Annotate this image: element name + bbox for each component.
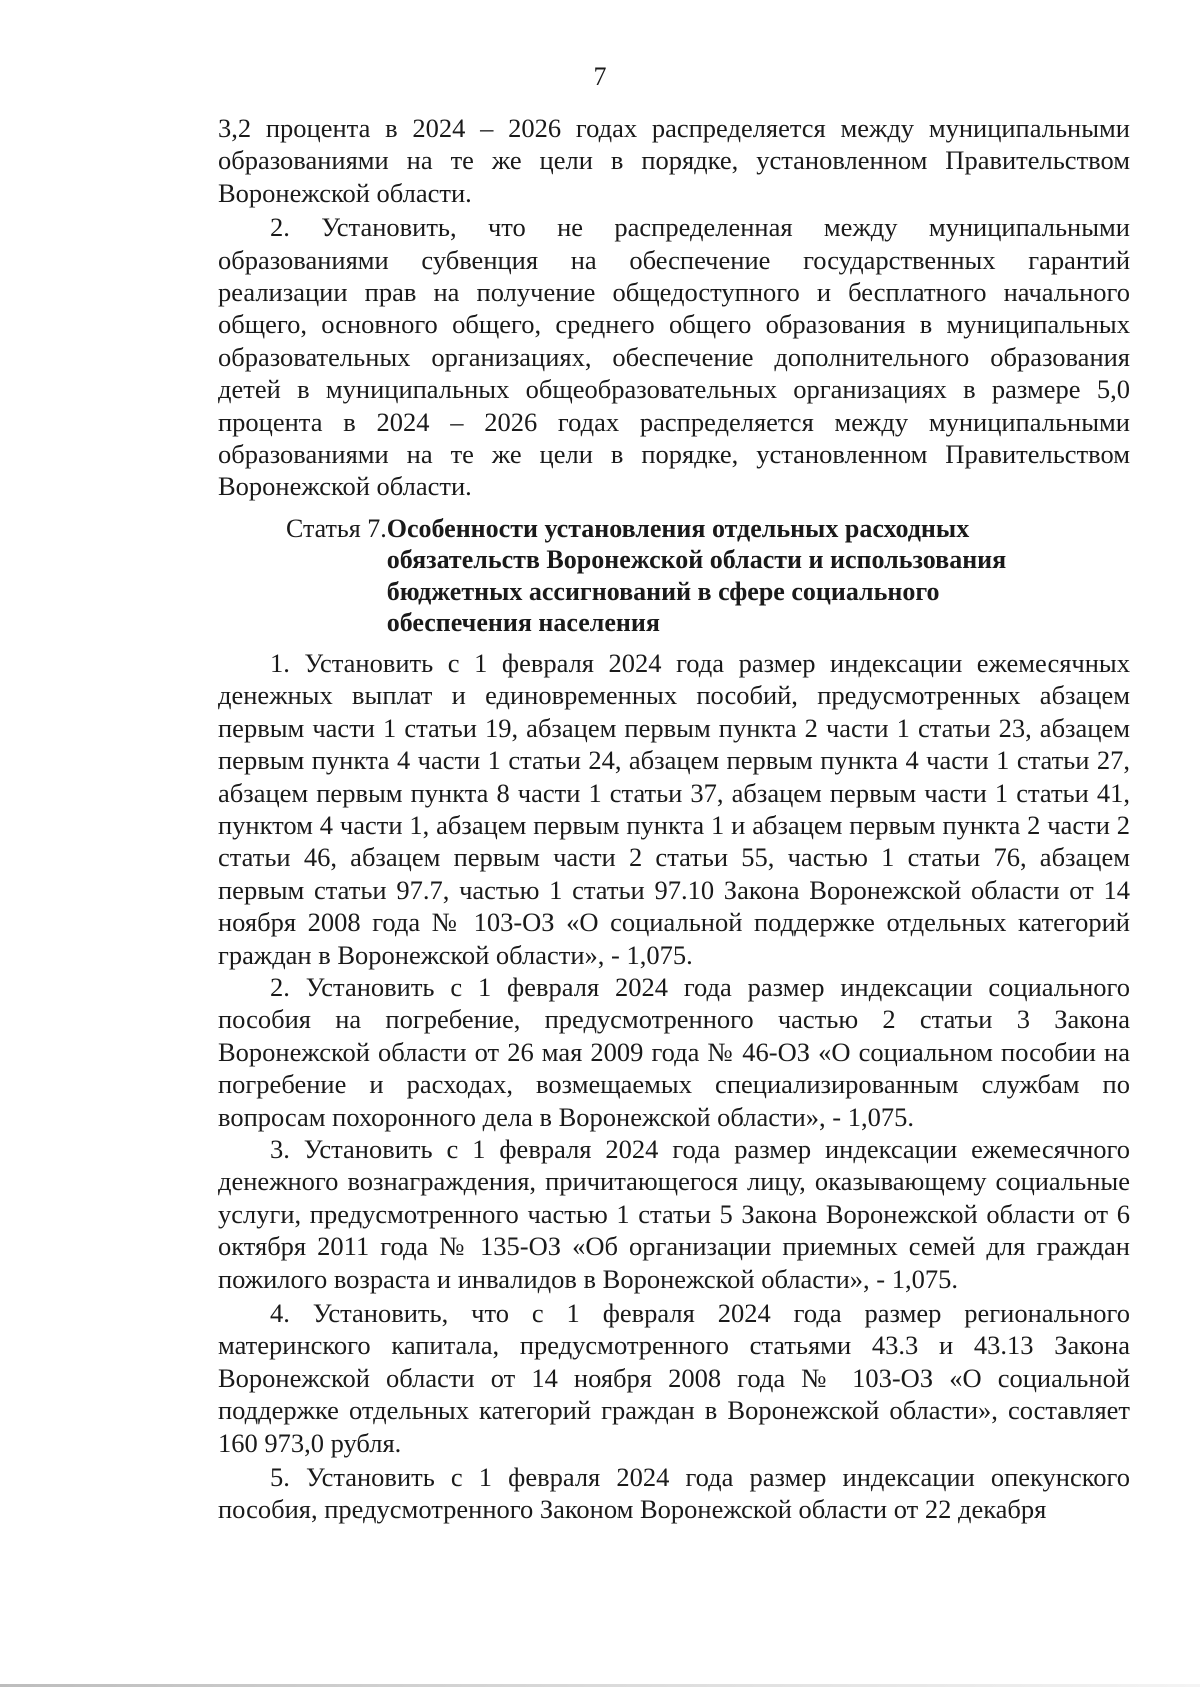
paragraph-item-4: 4. Установить, что с 1 февраля 2024 года размер регионального материнского капитала, предусмотренного статьями 43.3 и 43.13 Закона Воронежской области от 14 ноября 2008 года № 103-ОЗ «О социальной поддержке отдельных категорий граждан в Воронежской области», составляет 160 973,0 рубля. [218,1298,1130,1458]
article-label: Статья 7. [286,513,387,543]
article-heading [218,513,1130,639]
paragraph-item-1: 1. Установить с 1 февраля 2024 года размер индексации ежемесячных денежных выплат и единовременных пособий, предусмотренных абзацем первым части 1 статьи 19, абзацем первым пункта 2 части 1 статьи 23, абзацем первым пункта 4 части 1 статьи 24, абзацем первым пункта 4 части 1 статьи 27, абзацем первым пункта 8 части 1 статьи 37, абзацем первым части 1 статьи 41, пунктом 4 части 1, абзацем первым пункта 1 и абзацем первым пункта 2 части 2 статьи 46, абзацем первым части 2 статьи 55, частью 1 статьи 76, абзацем первым статьи 97.7, частью 1 статьи 97.10 Закона Воронежской области от 14 ноября 2008 года № 103-ОЗ «О социальной поддержке отдельных категорий граждан в Воронежской области», - 1,075. [218,647,1130,970]
article-title: Особенности установления отдельных расходных обязательств Воронежской области и использования бюджетных ассигнований в сфере социального обеспечения населения [386,513,1007,638]
paragraph-item-2: 2. Установить, что не распределенная между муниципальными образованиями субвенция на обеспечение государственных гарантий реализации прав на получение общедоступного и бесплатного начального общего, основного общего, среднего общего образования в муниципальных образовательных организациях, обеспечение дополнительного образования детей в муниципальных общеобразовательных организациях в размере 5,0 процента в 2024 – 2026 годах распределяется между муниципальными образованиями на те же цели в порядке, установленном Правительством Воронежской области. [218,212,1130,502]
document-body [218,112,1130,1526]
paragraph-item-2: 2. Установить с 1 февраля 2024 года размер индексации социального пособия на погребение, предусмотренного частью 2 статьи 3 Закона Воронежской области от 26 мая 2009 года № 46-ОЗ «О социальном пособии на погребение и расходах, возмещаемых специализированным службам по вопросам похоронного дела в Воронежской области», - 1,075. [218,971,1130,1132]
paragraph-item-3: 3. Установить с 1 февраля 2024 года размер индексации ежемесячного денежного вознаграждения, причитающегося лицу, оказывающему социальные услуги, предусмотренного частью 1 статьи 5 Закона Воронежской области от 6 октября 2011 года № 135-ОЗ «Об организации приемных семей для граждан пожилого возраста и инвалидов в Воронежской области», - 1,075. [218,1133,1130,1294]
scan-edge-line [0,1684,1200,1687]
paragraph-item-5: 5. Установить с 1 февраля 2024 года размер индексации опекунского пособия, предусмотренного Законом Воронежской области от 22 декабря [218,1462,1130,1525]
paragraph-continuation: 3,2 процента в 2024 – 2026 годах распределяется между муниципальными образованиями на те же цели в порядке, установленном Правительством Воронежской области. [218,113,1130,208]
page-number: 7 [593,62,607,91]
